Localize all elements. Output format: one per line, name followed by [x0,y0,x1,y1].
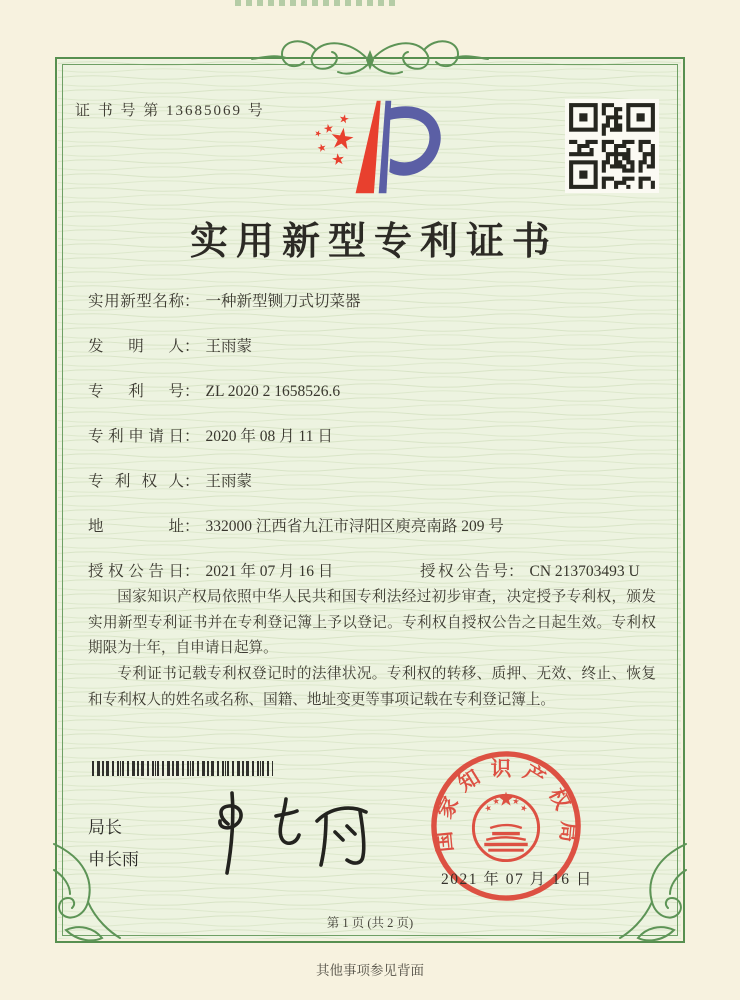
field-value: 2021 年 07 月 16 日 [205,563,334,580]
field-row-address: 地址： 332000 江西省九江市浔阳区庾亮南路 209 号 [88,516,658,538]
legal-paragraph-2: 专利证书记载专利权登记时的法律状况。专利权的转移、质押、无效、终止、恢复和专利权人的姓名或名称、国籍、地址变更等事项记载在专利登记簿上。 [88,666,656,708]
certificate-number-suffix: 号 [247,103,265,119]
field-list [88,291,658,606]
field-label: 地址 [88,518,184,535]
field-label: 发明人 [88,338,184,355]
qr-code-icon [565,99,659,193]
field-value: CN 213703493 U [529,563,640,580]
signer-title: 局长 [88,818,122,837]
field-label: 授权公告号 [420,563,508,580]
cnipa-logo-icon [293,93,449,199]
seal-date: 2021 年 07 月 16 日 [441,871,593,888]
signer-name: 申长雨 [88,850,139,869]
field-label: 实用新型名称 [88,293,184,310]
corner-flourish-bottom-left [48,840,124,946]
field-label: 专利申请日 [88,428,184,445]
page-number: 第 1 页 (共 2 页) [326,916,414,930]
field-value: 王雨蒙 [205,338,253,355]
certificate-title: 实用新型专利证书 [189,221,558,263]
field-value: 王雨蒙 [205,473,253,490]
back-side-note: 其他事项参见背面 [316,963,424,978]
field-value: 一种新型铡刀式切菜器 [205,293,361,310]
field-row-inventor: 发明人： 王雨蒙 [88,336,658,358]
svg-text:国家知识产权局 [432,758,581,853]
field-row-filing-date: 专利申请日： 2020 年 08 月 11 日 [88,426,658,448]
certificate-number [75,99,265,120]
field-value: 332000 江西省九江市浔阳区庾亮南路 209 号 [205,518,504,535]
field-value: ZL 2020 2 1658526.6 [205,383,341,400]
field-label: 授权公告日 [88,563,184,580]
field-grant-number: 授权公告号： CN 213703493 U [420,561,640,583]
corner-flourish-bottom-right [616,840,692,946]
signature-icon [198,786,378,881]
field-label: 专利权人 [88,473,184,490]
field-row-patent-number: 专利号： ZL 2020 2 1658526.6 [88,381,658,403]
certificate-number-value: 13685069 [166,103,243,119]
top-edge-ornament-cut [235,0,395,6]
field-label: 专利号 [88,383,184,400]
field-row-grant: 授权公告日： 2021 年 07 月 16 日 授权公告号： CN 213703493 U [88,561,658,583]
field-row-name: 实用新型名称： 一种新型铡刀式切菜器 [88,291,658,313]
legal-paragraph-1: 国家知识产权局依照中华人民共和国专利法经过初步审查，决定授予专利权，颁发实用新型专利证书并在专利登记簿上予以登记。专利权自授权公告之日起生效。专利权期限为十年，自申请日起算。 [88,589,656,657]
top-flourish-ornament [250,28,490,88]
field-value: 2020 年 08 月 11 日 [205,428,333,445]
barcode-icon [92,761,273,776]
legal-text [88,585,656,713]
field-row-patentee: 专利权人： 王雨蒙 [88,471,658,493]
national-emblem-icon [473,791,538,860]
certificate-number-prefix: 证 书 号 第 [75,103,161,119]
seal-ring-text: 国家知识产权局 [432,758,580,853]
